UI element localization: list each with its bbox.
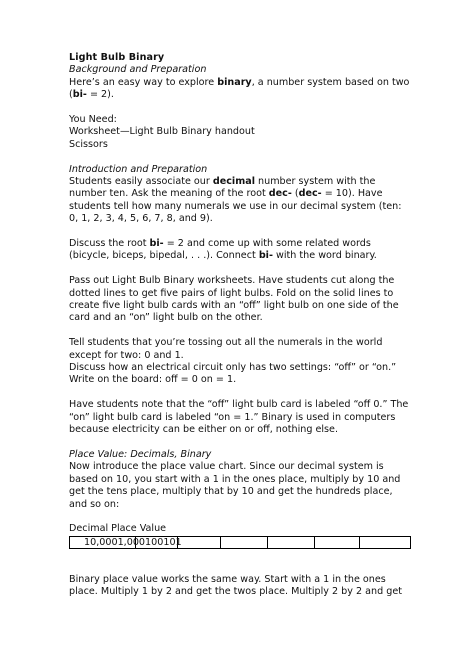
spacer	[69, 263, 414, 275]
spacer	[69, 102, 414, 114]
intro-para-3-line: card and an “on” light bulb on the other.	[69, 312, 263, 324]
intro-para-1-line-3: students tell how many numerals we use in our decimal system (ten:	[69, 200, 402, 212]
background-intro-line-2	[69, 89, 414, 101]
intro-para-4-line: except for two: 0 and 1.	[69, 349, 184, 361]
term-bi: bi-	[72, 89, 87, 101]
decimal-place-value-table	[69, 536, 411, 549]
text-run: with the word binary.	[272, 250, 377, 262]
table-caption: Decimal Place Value	[69, 523, 167, 535]
you-need-heading: You Need:	[69, 114, 117, 126]
intro-para-2-line-2	[69, 250, 414, 262]
intro-para-4-line: Write on the board: off = 0 on = 1.	[69, 374, 237, 386]
spacer	[69, 226, 414, 238]
table-cell	[178, 536, 221, 548]
background-intro-line-1	[69, 77, 414, 89]
you-need-item: Scissors	[69, 138, 108, 150]
table-cell	[315, 536, 360, 548]
document-page	[69, 52, 414, 598]
text-run: = 2).	[86, 89, 114, 101]
place-value-para-1-line: and so on:	[69, 498, 120, 510]
term-bi: bi-	[149, 238, 164, 250]
intro-para-2-line-1	[69, 238, 414, 250]
spacer	[69, 325, 414, 337]
term-binary: binary	[217, 76, 252, 88]
table-cell	[221, 536, 268, 548]
place-value-para-1-line: based on 10, you start with a 1 in the ones place, multiply by 10 and	[69, 473, 401, 485]
intro-para-3-line: create five light bulb cards with an “off” light bulb on one side of the	[69, 300, 399, 312]
spacer	[69, 549, 414, 561]
document-title: Light Bulb Binary	[69, 52, 165, 63]
intro-para-4-line: Tell students that you’re tossing out all the numerals in the world	[69, 337, 383, 349]
spacer	[69, 151, 414, 163]
spacer	[69, 387, 414, 399]
intro-para-3-line: dotted lines to get five pairs of light bulbs. Fold on the solid lines to	[69, 287, 394, 299]
place-value-heading: Place Value: Decimals, Binary	[69, 448, 212, 460]
intro-para-1-line-2	[69, 188, 414, 200]
text-run: Here’s an easy way to explore	[69, 76, 218, 88]
introduction-heading: Introduction and Preparation	[69, 163, 208, 175]
table-row	[70, 536, 411, 548]
intro-para-5-line: because electricity can be either on or off, nothing else.	[69, 424, 338, 436]
spacer	[69, 437, 414, 449]
text-run: number ten. Ask the meaning of the root	[69, 188, 269, 200]
term-dec: dec-	[298, 188, 322, 200]
text-run: number system with the	[254, 176, 376, 188]
text-run: Students easily associate our	[69, 176, 213, 188]
intro-para-5-line: Have students note that the “off” light bulb card is labeled “off 0.” The	[69, 399, 409, 411]
text-run: , a number system based on two	[251, 76, 410, 88]
table-cell	[360, 536, 411, 548]
spacer	[69, 511, 414, 523]
text-run: (bicycle, biceps, bipedal, . . .). Connect	[69, 250, 259, 262]
text-run: (	[291, 188, 299, 200]
place-value-para-2-line: place. Multiply 1 by 2 and get the twos place. Multiply 2 by 2 and get	[69, 585, 403, 597]
intro-para-5-line: “on” light bulb card is labeled “on = 1.” Binary is used in computers	[69, 411, 396, 423]
term-decimal: decimal	[212, 176, 255, 188]
intro-para-1-line-1	[69, 176, 414, 188]
table-cell: 10,0001,000100101	[70, 536, 136, 548]
intro-para-3-line: Pass out Light Bulb Binary worksheets. Have students cut along the	[69, 275, 395, 287]
spacer	[69, 561, 414, 573]
place-value-para-1-line: Now introduce the place value chart. Since our decimal system is	[69, 461, 384, 473]
text-run: (	[69, 89, 73, 101]
text-run: = 2 and come up with some related words	[163, 238, 371, 250]
term-dec: dec-	[268, 188, 292, 200]
background-heading: Background and Preparation	[69, 64, 207, 76]
you-need-item: Worksheet—Light Bulb Binary handout	[69, 126, 255, 138]
table-cell	[268, 536, 315, 548]
text-run: Discuss the root	[69, 238, 150, 250]
intro-para-1-line-4: 0, 1, 2, 3, 4, 5, 6, 7, 8, and 9).	[69, 213, 213, 225]
place-value-para-1-line: get the tens place, multiply that by 10 and get the hundreds place,	[69, 486, 393, 498]
place-value-para-2-line: Binary place value works the same way. Start with a 1 in the ones	[69, 573, 386, 585]
intro-para-4-line: Discuss how an electrical circuit only has two settings: “off” or “on.”	[69, 362, 397, 374]
term-bi: bi-	[258, 250, 273, 262]
text-run: = 10). Have	[321, 188, 383, 200]
